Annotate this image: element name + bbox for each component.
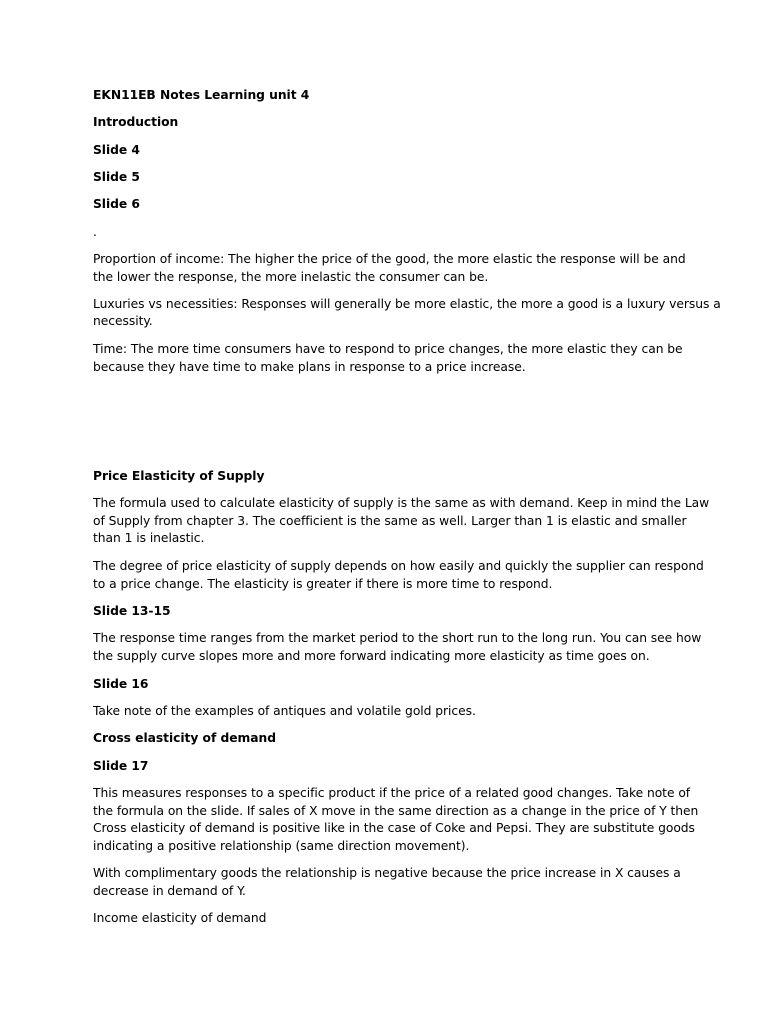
paragraph-line: The degree of price elasticity of supply depends on how easily and quickly the supplier can respond	[93, 559, 704, 573]
paragraph-line: necessity.	[93, 314, 153, 328]
paragraph-line: the formula on the slide. If sales of X move in the same direction as a change in the price of Y then	[93, 804, 699, 818]
paragraph-line: of Supply from chapter 3. The coefficient is the same as well. Larger than 1 is elastic and smaller	[93, 514, 687, 528]
heading-slide-4: Slide 4	[93, 143, 140, 157]
heading-income-elasticity-of-demand: Income elasticity of demand	[93, 911, 267, 925]
heading-price-elasticity-of-supply: Price Elasticity of Supply	[93, 469, 265, 483]
stray-period: .	[93, 225, 97, 239]
paragraph-line: The response time ranges from the market period to the short run to the long run. You can see how	[93, 631, 702, 645]
heading-slide-17: Slide 17	[93, 759, 149, 773]
paragraph-line: because they have time to make plans in response to a price increase.	[93, 360, 526, 374]
paragraph-line: Proportion of income: The higher the price of the good, the more elastic the response will be and	[93, 252, 686, 266]
heading-slide-6: Slide 6	[93, 197, 140, 211]
paragraph-line: decrease in demand of Y.	[93, 884, 246, 898]
paragraph-line: This measures responses to a specific product if the price of a related good changes. Take note of	[93, 786, 691, 800]
heading-slide-16: Slide 16	[93, 677, 149, 691]
paragraph-line: The formula used to calculate elasticity of supply is the same as with demand. Keep in mind the Law	[93, 496, 710, 510]
document-title: EKN11EB Notes Learning unit 4	[93, 88, 310, 102]
heading-slide-5: Slide 5	[93, 170, 140, 184]
paragraph-line: to a price change. The elasticity is greater if there is more time to respond.	[93, 577, 553, 591]
heading-cross-elasticity-of-demand: Cross elasticity of demand	[93, 731, 276, 745]
heading-slide-13-15: Slide 13-15	[93, 604, 171, 618]
paragraph-line: Luxuries vs necessities: Responses will generally be more elastic, the more a good is a luxury versus a	[93, 297, 721, 311]
paragraph-line: than 1 is inelastic.	[93, 531, 205, 545]
paragraph-line: Take note of the examples of antiques and volatile gold prices.	[93, 704, 476, 718]
paragraph-line: the supply curve slopes more and more forward indicating more elasticity as time goes on.	[93, 649, 650, 663]
paragraph-line: the lower the response, the more inelastic the consumer can be.	[93, 270, 489, 284]
paragraph-line: indicating a positive relationship (same direction movement).	[93, 839, 470, 853]
paragraph-line: Cross elasticity of demand is positive like in the case of Coke and Pepsi. They are substitute goods	[93, 821, 695, 835]
heading-introduction: Introduction	[93, 115, 179, 129]
paragraph-line: With complimentary goods the relationship is negative because the price increase in X causes a	[93, 866, 681, 880]
paragraph-line: Time: The more time consumers have to respond to price changes, the more elastic they can be	[93, 342, 683, 356]
